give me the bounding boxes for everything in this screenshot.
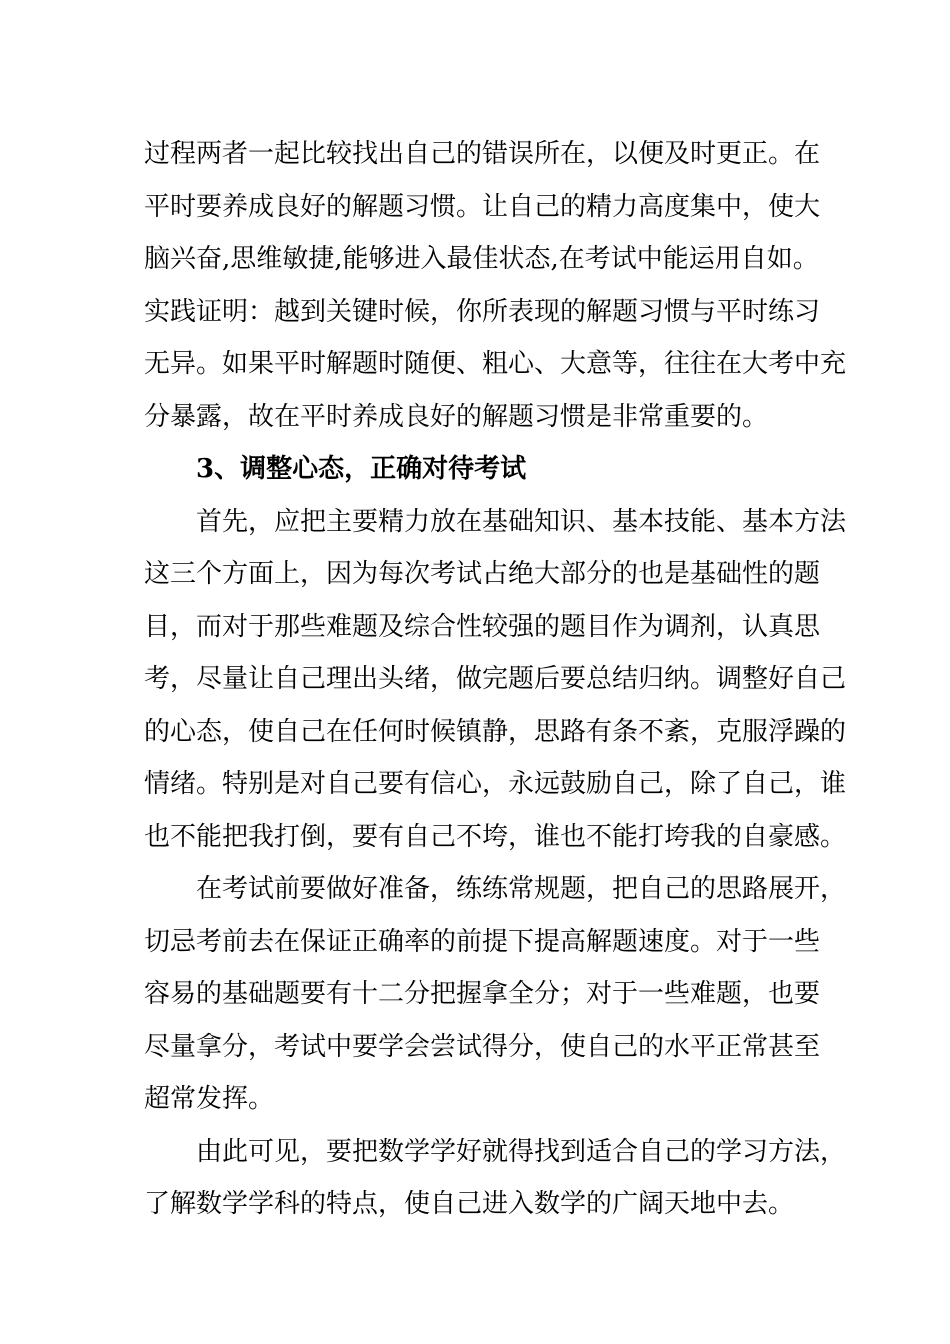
text-line: 这三个方面上，因为每次考试占绝大部分的也是基础性的题 — [144, 559, 821, 589]
document-body — [144, 128, 847, 1231]
text-line: 目，而对于那些难题及综合性较强的题目作为调剂，认真思 — [144, 611, 821, 642]
text-line: 也不能把我打倒，要有自己不垮，谁也不能打垮我的自豪感。 — [144, 821, 847, 852]
text-line: 由此可见，要把数学学好就得找到适合自己的学习方法， — [196, 1136, 847, 1167]
text-line: 了解数学学科的特点，使自己进入数学的广阔天地中去。 — [144, 1189, 795, 1219]
text-line: 在考试前要做好准备，练练常规题，把自己的思路展开， — [196, 874, 847, 904]
text-line: 超常发挥。 — [144, 1084, 275, 1114]
text-line: 脑兴奋,思维敏捷,能够进入最佳状态,在考试中能运用自如。 — [144, 244, 819, 274]
text-line: 情绪。特别是对自己要有信心，永远鼓励自己，除了自己，谁 — [144, 769, 847, 799]
text-line: 尽量拿分，考试中要学会尝试得分，使自己的水平正常甚至 — [144, 1031, 821, 1062]
text-line: 实践证明：越到关键时候，你所表现的解题习惯与平时练习 — [144, 296, 821, 327]
section-heading: 3、调整心态，正确对待考试 — [196, 454, 527, 484]
text-line: 容易的基础题要有十二分把握拿全分；对于一些难题，也要 — [144, 979, 821, 1009]
text-line: 切忌考前去在保证正确率的前提下提高解题速度。对于一些 — [144, 926, 821, 957]
text-line: 平时要养成良好的解题习惯。让自己的精力高度集中，使大 — [144, 191, 821, 222]
text-line: 分暴露，故在平时养成良好的解题习惯是非常重要的。 — [144, 401, 769, 432]
text-line: 考，尽量让自己理出头绪，做完题后要总结归纳。调整好自己 — [144, 664, 847, 694]
text-line: 首先，应把主要精力放在基础知识、基本技能、基本方法 — [196, 506, 847, 537]
text-line: 无异。如果平时解题时随便、粗心、大意等，往往在大考中充 — [144, 349, 847, 379]
text-line: 的心态，使自己在任何时候镇静，思路有条不紊，克服浮躁的 — [144, 716, 847, 747]
text-line: 过程两者一起比较找出自己的错误所在，以便及时更正。在 — [144, 139, 821, 169]
